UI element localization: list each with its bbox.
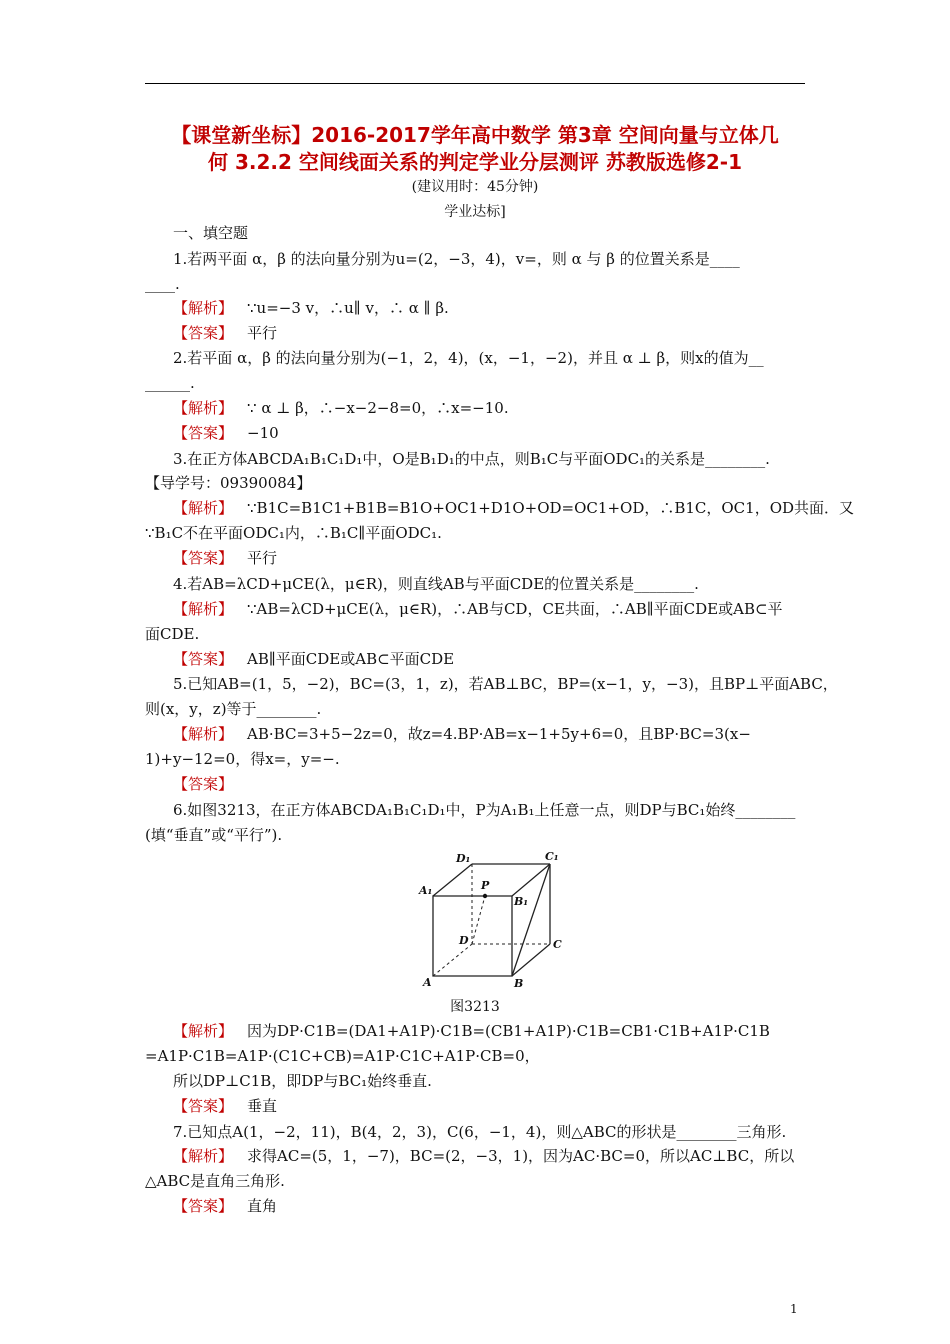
q2-text: 2.若平面 α，β 的法向量分别为(−1，2，4)，(x，−1，−2)，并且 α ⊥ β，则x的值为__ xyxy=(173,349,764,367)
q1-answer-row xyxy=(145,323,833,343)
q2-analysis: ∵ α ⊥ β，∴−x−2−8=0，∴x=−10. xyxy=(247,399,509,417)
q5-text: 5.已知AB=(1，5，−2)，BC=(3，1，z)，若AB⊥BC，BP=(x−1，y，−3)，且BP⊥平面ABC， xyxy=(173,675,838,693)
answer-tag: 【答案】 xyxy=(173,1197,234,1215)
q6-analysis-cont-2: 所以DP⊥C1B，即DP与BC₁始终垂直. xyxy=(173,1072,432,1090)
q6-answer-row xyxy=(145,1096,833,1116)
q1-answer: 平行 xyxy=(247,324,278,342)
cube-edge-a1-d1 xyxy=(433,864,472,896)
label-p: P xyxy=(481,879,490,892)
q2-analysis-row xyxy=(145,398,833,418)
answer-tag: 【答案】 xyxy=(173,549,234,567)
q3-analysis-row xyxy=(145,498,855,518)
analysis-tag: 【解析】 xyxy=(173,1022,234,1040)
q2-text-cont: ______. xyxy=(145,374,195,392)
figure-caption: 图3213 xyxy=(450,999,500,1015)
q1-analysis: ∵u=−3 v，∴u∥ v，∴ α ∥ β. xyxy=(247,299,449,317)
q4-analysis: ∵AB=λCD+μCE(λ，μ∈R)，∴AB与CD，CE共面，∴AB∥平面CDE或AB⊂平 xyxy=(247,600,783,618)
label-d1: D₁ xyxy=(456,852,471,865)
q7-text: 7.已知点A(1，−2，11)，B(4，2，3)，C(6，−1，4)，则△ABC的形状是________三角形. xyxy=(173,1123,787,1141)
q7-analysis: 求得AC=(5，1，−7)，BC=(2，−3，1)，因为AC·BC=0，所以AC⊥BC，所以 xyxy=(247,1147,795,1165)
label-a1: A₁ xyxy=(419,884,433,897)
q4-analysis-row xyxy=(145,599,833,619)
label-a: A xyxy=(423,976,432,989)
q4-answer: AB∥平面CDE或AB⊂平面CDE xyxy=(247,650,455,668)
answer-tag: 【答案】 xyxy=(173,1097,234,1115)
q2-answer: −10 xyxy=(247,424,279,442)
analysis-tag: 【解析】 xyxy=(173,499,234,517)
answer-tag: 【答案】 xyxy=(173,324,234,342)
q3-answer-row xyxy=(145,548,833,568)
q3-text: 3.在正方体ABCDA₁B₁C₁D₁中，O是B₁D₁的中点，则B₁C与平面ODC₁的关系是________. xyxy=(173,450,770,468)
suggested-time: (建议用时：45分钟) xyxy=(411,179,539,195)
document-title xyxy=(145,122,805,176)
q6-text: 6.如图3213，在正方体ABCDA₁B₁C₁D₁中，P为A₁B₁上任意一点，则DP与BC₁始终________ xyxy=(173,801,796,819)
q6-analysis-row xyxy=(145,1021,833,1041)
q6-analysis: 因为DP·C1B=(DA1+A1P)·C1B=(CB1+A1P)·C1B=CB1·C1B+A1P·C1B xyxy=(247,1022,770,1040)
q1-text: 1.若两平面 α，β 的法向量分别为u=(2，−3，4)，v=，则 α 与 β 的位置关系是____ xyxy=(173,250,740,268)
point-p xyxy=(483,894,487,898)
label-d: D xyxy=(459,934,469,947)
q3-analysis: ∵B1C=B1C1+B1B=B1O+OC1+D1O+OD=OC1+OD，∴B1C，OC1，OD共面．又 xyxy=(247,499,855,517)
segment-d-p-hidden xyxy=(472,896,485,944)
q6-text-cont: (填“垂直”或“平行”). xyxy=(145,826,283,844)
label-c1: C₁ xyxy=(545,850,559,863)
answer-tag: 【答案】 xyxy=(173,650,234,668)
top-rule xyxy=(145,83,805,84)
section-label: 学业达标] xyxy=(444,204,506,220)
label-b1: B₁ xyxy=(514,895,529,908)
q3-answer: 平行 xyxy=(247,549,278,567)
q5-analysis-cont: 1)+y−12=0，得x=，y=−. xyxy=(145,750,340,768)
q1-text-cont: ____. xyxy=(145,275,180,293)
q6-analysis-cont: =A1P·C1B=A1P·(C1C+CB)=A1P·C1C+A1P·CB=0， xyxy=(145,1047,540,1065)
answer-tag: 【答案】 xyxy=(173,775,234,793)
cube-edge-a-d-hidden xyxy=(433,944,472,976)
answer-tag: 【答案】 xyxy=(173,424,234,442)
analysis-tag: 【解析】 xyxy=(173,600,234,618)
q5-text-cont: 则(x，y，z)等于________. xyxy=(145,700,322,718)
q4-answer-row xyxy=(145,649,833,669)
q6-answer: 垂直 xyxy=(247,1097,278,1115)
q5-analysis-row xyxy=(145,724,833,744)
part-label: 一、填空题 xyxy=(173,224,249,242)
q4-analysis-cont: 面CDE. xyxy=(145,625,200,643)
title-line-1: 【课堂新坐标】2016-2017学年高中数学 第3章 空间向量与立体几 xyxy=(171,123,779,147)
analysis-tag: 【解析】 xyxy=(173,299,234,317)
q2-answer-row xyxy=(145,423,833,443)
analysis-tag: 【解析】 xyxy=(173,1147,234,1165)
q7-answer-row xyxy=(145,1196,833,1216)
cube-figure xyxy=(415,848,575,990)
label-c: C xyxy=(553,938,562,951)
label-b: B xyxy=(514,977,524,990)
q4-text: 4.若AB=λCD+μCE(λ，μ∈R)，则直线AB与平面CDE的位置关系是________. xyxy=(173,575,699,593)
q1-analysis-row xyxy=(145,298,833,318)
q5-answer-row xyxy=(145,774,833,794)
analysis-tag: 【解析】 xyxy=(173,399,234,417)
title-line-2: 何 3.2.2 空间线面关系的判定学业分层测评 苏教版选修2-1 xyxy=(208,150,742,174)
q7-answer: 直角 xyxy=(247,1197,278,1215)
page-number: 1 xyxy=(790,1302,798,1316)
q3-analysis-cont: ∵B₁C不在平面ODC₁内，∴B₁C∥平面ODC₁. xyxy=(145,524,442,542)
q7-analysis-cont: △ABC是直角三角形. xyxy=(145,1172,285,1190)
analysis-tag: 【解析】 xyxy=(173,725,234,743)
q7-analysis-row xyxy=(145,1146,833,1166)
guide-number: 【导学号：09390084】 xyxy=(145,474,312,492)
q5-analysis: AB·BC=3+5−2z=0，故z=4.BP·AB=x−1+5y+6=0，且BP·BC=3(x− xyxy=(247,725,751,743)
